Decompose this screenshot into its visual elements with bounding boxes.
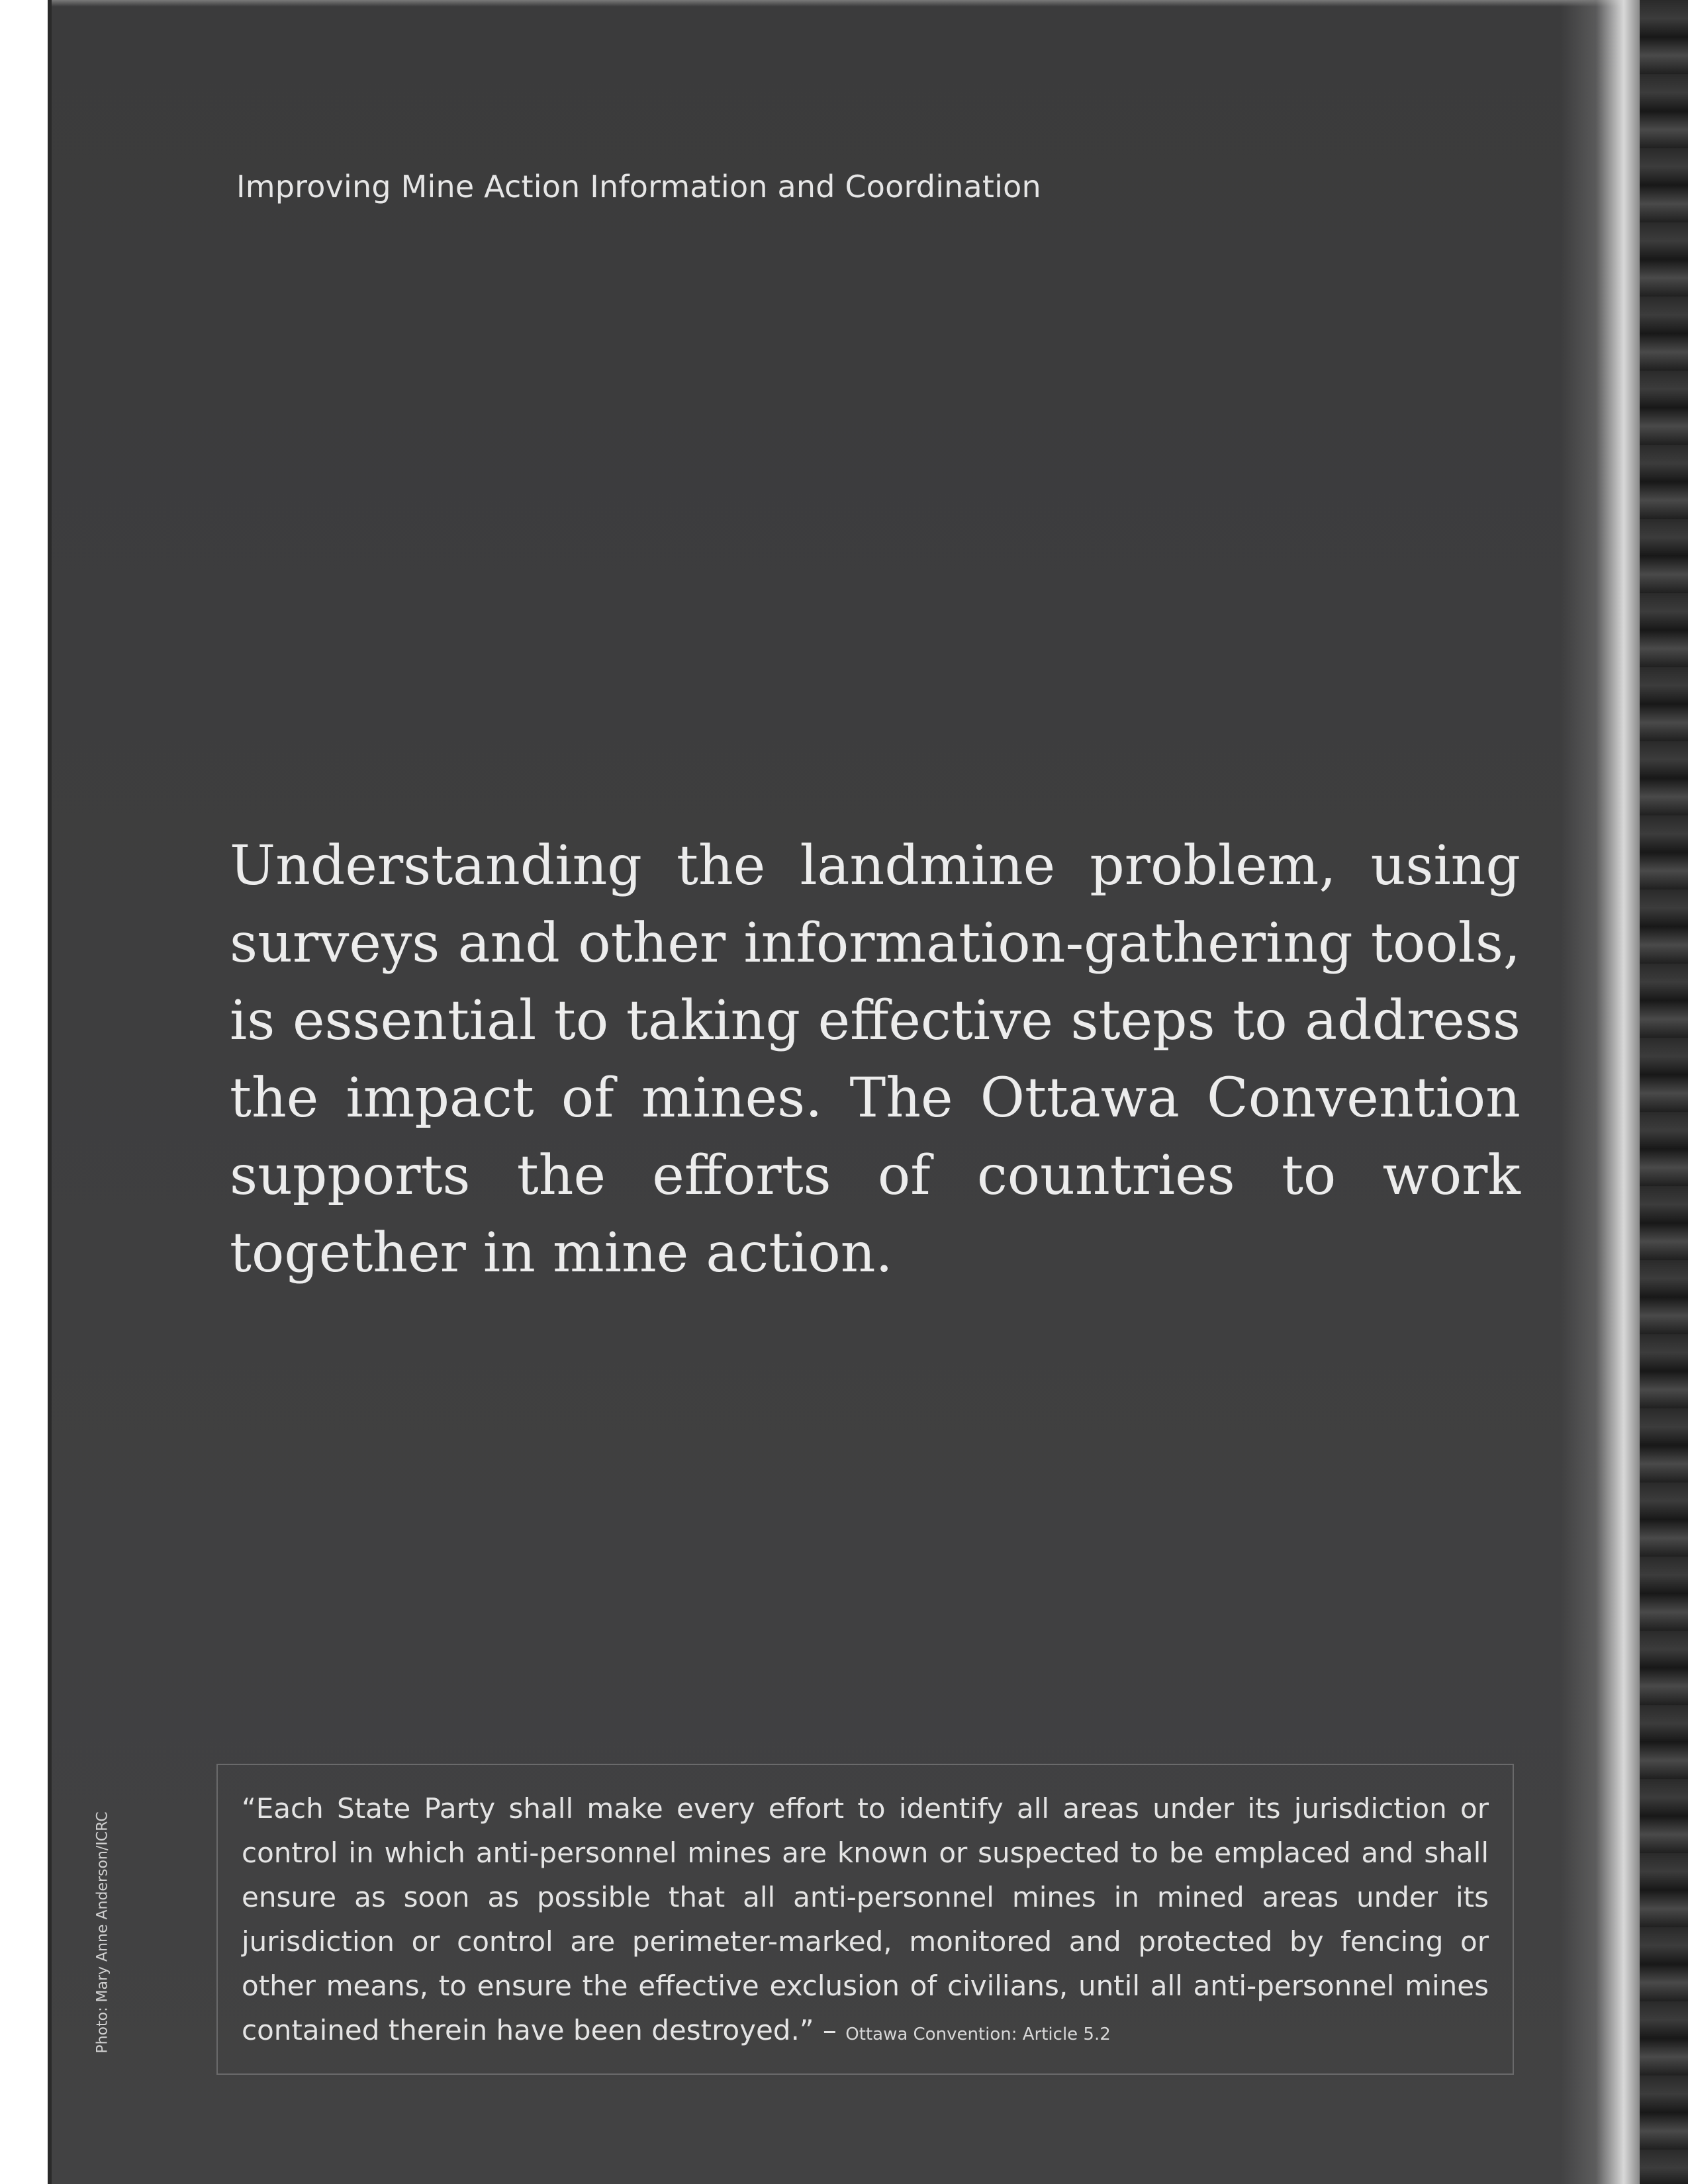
- document-page: [48, 0, 1640, 2184]
- quote-paragraph: [242, 1786, 1489, 2057]
- running-head: Improving Mine Action Information and Coordination: [236, 169, 1041, 205]
- quote-text: “Each State Party shall make every effort to identify all areas under its jurisdiction or control in which anti-personnel mines are known or suspected to be emplaced and shall ensure as soon as possible that all anti-personnel mines in mined areas under its jurisdiction or control are perimeter-marked, monitored and protected by fencing or other means, to ensure the effective exclusion of civilians, until all anti-personnel mines contained therein have been destroyed.” –: [242, 1792, 1489, 2046]
- quote-box: [216, 1764, 1514, 2075]
- binding-shadow: [1560, 0, 1640, 2184]
- page-top-edge: [48, 0, 1640, 7]
- photo-credit: Photo: Mary Anne Anderson/ICRC: [94, 1811, 111, 2054]
- page-left-edge: [48, 0, 52, 2184]
- lead-paragraph: Understanding the landmine problem, using surveys and other information-gathering tools, is essential to taking effective steps to address the impact of mines. The Ottawa Convention supports the efforts of countries to work together in mine action.: [230, 835, 1521, 1285]
- book-binding: [1640, 0, 1688, 2184]
- quote-source: Ottawa Convention: Article 5.2: [845, 2025, 1111, 2044]
